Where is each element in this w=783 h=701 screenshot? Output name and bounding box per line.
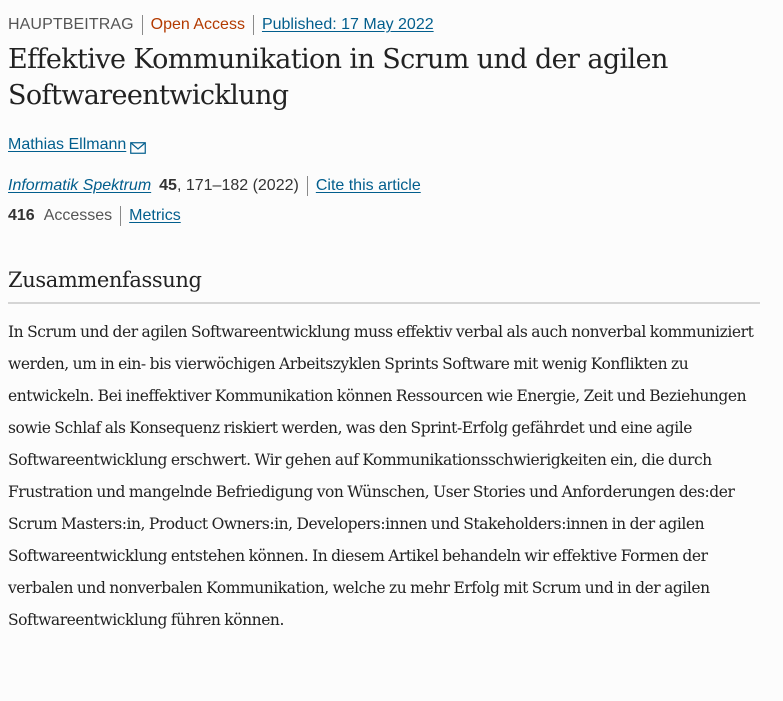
abstract-text: In Scrum und der agilen Softwareentwicklung muss effektiv verbal als auch nonverbal kommuniziert werden, um in ein- bis vierwöchigen Arbeitszyklen Sprints Software mit wenig Konflikten zu entwickeln. Bei ineffektiver Kommunikation können Ressourcen wie Energie, Zeit und Beziehungen sowie Schlaf als Konsequenz riskiert werden, was den Sprint-Erfolg gefährdet und eine agile Softwareentwicklung erschwert. Wir gehen auf Kommunikationsschwierigkeiten ein, die durch Frustration und mangelnde Befriedigung von Wünschen, User Stories und Anforderungen des:der Scrum Masters:in, Product Owners:in, Developers:innen und Stakeholders:innen in der agilen Softwareentwicklung entstehen können. In diesem Artikel behandeln wir effektive Formen der verbalen und nonverbalen Kommunikation, welche zu mehr Erfolg mit Scrum und in der agilen Softwareentwicklung führen können. [8, 323, 754, 629]
metrics-divider [120, 206, 121, 226]
access-label: Accesses [43, 207, 113, 224]
meta-divider [142, 15, 143, 35]
article-meta-row [8, 14, 434, 36]
meta-divider [253, 15, 254, 35]
metrics-row [8, 205, 181, 227]
journal-pages-year: , 171–182 (2022) [176, 177, 299, 194]
journal-link[interactable]: Informatik Spektrum [8, 177, 152, 194]
published-date-link[interactable]: Published: 17 May 2022 [261, 16, 434, 33]
cite-article-link[interactable]: Cite this article [315, 177, 421, 194]
access-count: 416 [8, 207, 35, 224]
metrics-link[interactable]: Metrics [129, 207, 181, 224]
open-access-label: Open Access [150, 16, 245, 33]
article-title: Effektive Kommunikation in Scrum und der agilen Softwareentwicklung [8, 44, 668, 111]
section-divider [8, 302, 760, 304]
citation-divider [307, 176, 308, 196]
author-link[interactable]: Mathias Ellmann [8, 136, 127, 153]
citation-row [8, 175, 421, 197]
abstract-heading: Zusammenfassung [8, 268, 202, 292]
journal-volume: 45 [159, 177, 177, 194]
article-type: HAUPTBEITRAG [8, 16, 134, 33]
author-list [8, 134, 147, 156]
mail-icon[interactable] [130, 139, 147, 151]
